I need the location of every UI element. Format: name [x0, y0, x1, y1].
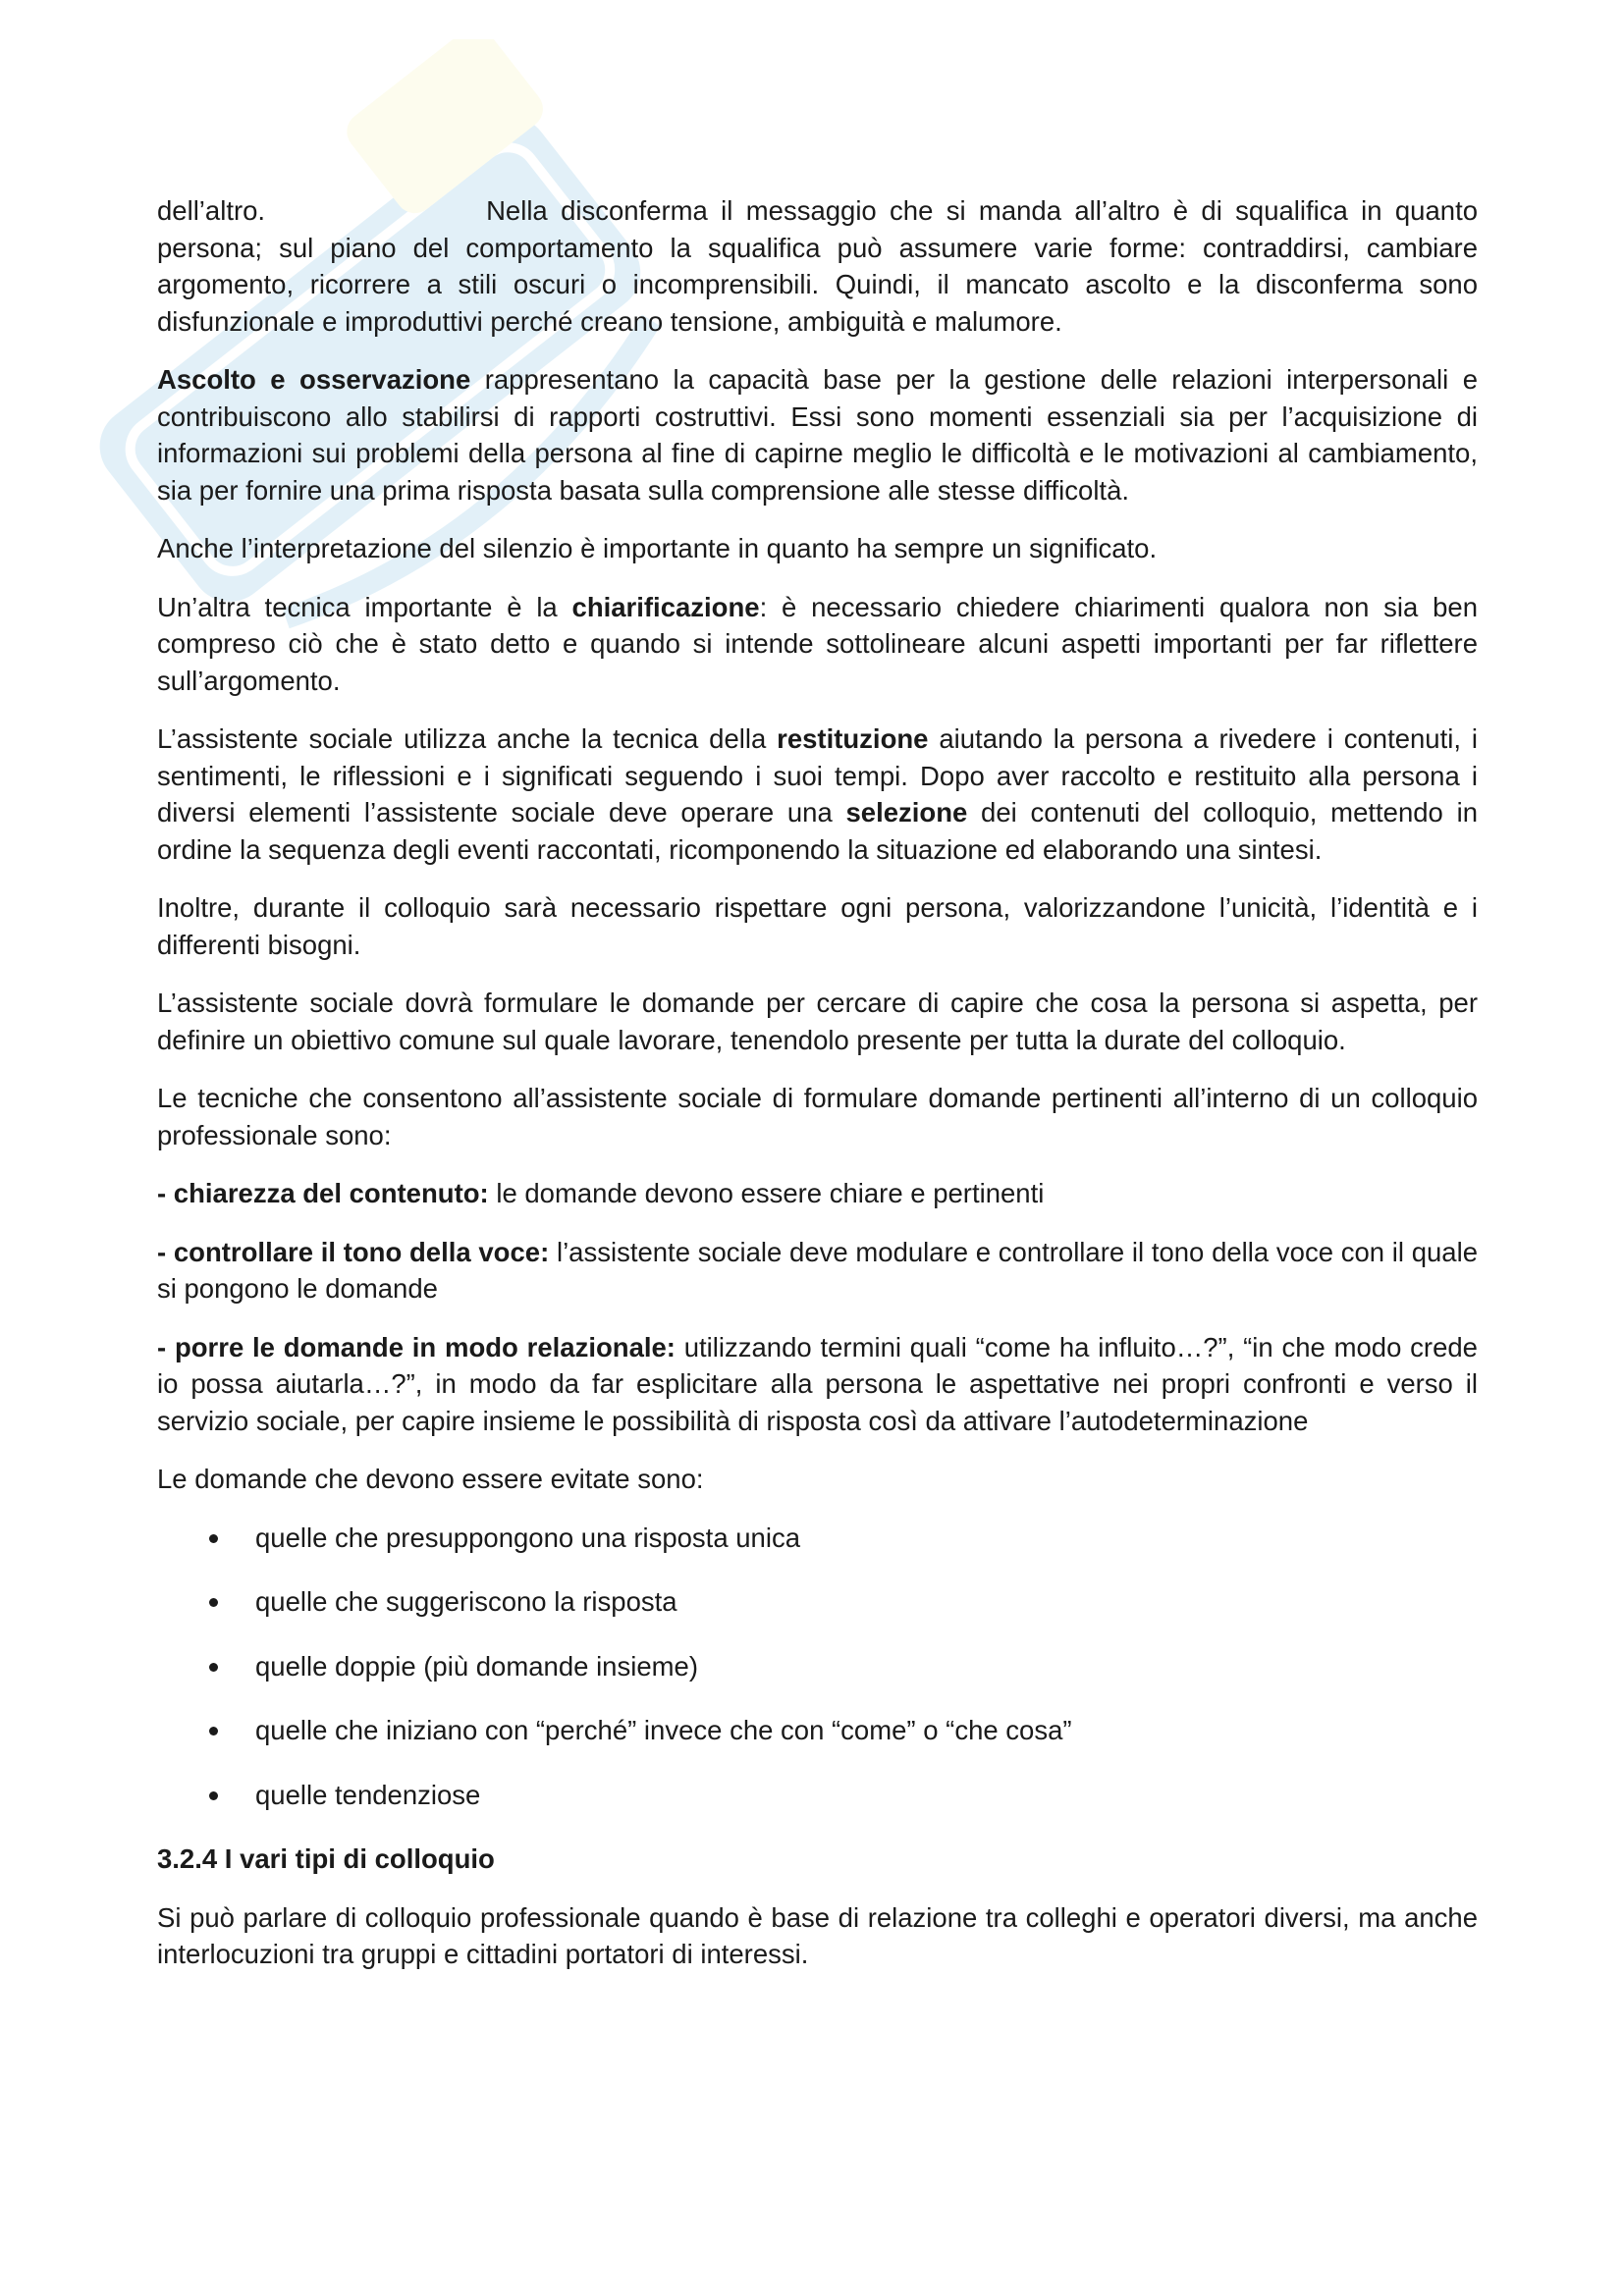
paragraph-disconferma: dell’altro. Nella disconferma il messaggio che si manda all’altro è di squalifica in quanto persona; sul piano del comportamento la squalifica può assumere varie forme: contraddirsi, cambiare argomento, ricorrere a stili oscuri o incomprensibili. Quindi, il mancato ascolto e la disconferma sono disfunzionale e improduttivi perché creano tensione, ambiguità e malumore. — [157, 195, 1478, 337]
paragraph-restituzione: L’assistente sociale utilizza anche la tecnica della restituzione aiutando la persona a rivedere i contenuti, i sentimenti, le riflessioni e i significati seguendo i suoi tempi. Dopo aver raccolto e restituito alla persona i diversi elementi l’assistente sociale deve operare una selezione dei contenuti del colloquio, mettendo in ordine la sequenza degli eventi raccontati, ricomponendo la situazione ed elaborando una sintesi. — [157, 723, 1478, 865]
paragraph-section-text: Si può parlare di colloquio professionale quando è base di relazione tra colleghi e operatori diversi, ma anche interlocuzioni tra gruppi e cittadini portatori di interessi. — [157, 1901, 1478, 1969]
bullet-icon — [209, 1663, 218, 1672]
paragraph-chiarezza: - chiarezza del contenuto: le domande devono essere chiare e pertinenti — [157, 1178, 1045, 1208]
paragraph-chiarificazione: Un’altra tecnica importante è la chiarificazione: è necessario chiedere chiarimenti qualora non sia ben compreso ciò che è stato detto e quando si intende sottolineare alcuni aspetti importanti per far riflettere sull’argomento. — [157, 591, 1479, 696]
section-heading: 3.2.4 I vari tipi di colloquio — [157, 1843, 495, 1874]
list-item: quelle che suggeriscono la risposta — [157, 1583, 1478, 1621]
list-item: quelle che iniziano con “perché” invece che con “come” o “che cosa” — [157, 1712, 1478, 1749]
paragraph-domande: L’assistente sociale dovrà formulare le domande per cercare di capire che cosa la persona si aspetta, per definire un obiettivo comune sul quale lavorare, tenendolo presente per tutta la durate del colloquio. — [157, 988, 1478, 1055]
document-page — [157, 192, 1478, 1995]
bullet-list — [157, 1520, 1478, 1814]
paragraph-tecniche: Le tecniche che consentono all’assistente sociale di formulare domande pertinenti all’interno di un colloquio professionale sono: — [157, 1083, 1478, 1150]
list-item: quelle che presuppongono una risposta unica — [157, 1520, 1478, 1557]
paragraph-relazionale: - porre le domande in modo relazionale: utilizzando termini quali “come ha influito…?”, “in che modo crede io possa aiutarla…?”, in modo da far esplicitare alla persona le aspettative nei propri confronti e verso il servizio sociale, per capire insieme le possibilità di risposta così da attivare l’autodeterminazione — [157, 1331, 1478, 1436]
list-item: quelle doppie (più domande insieme) — [157, 1648, 1478, 1685]
paragraph-tono: - controllare il tono della voce: l’assistente sociale deve modulare e controllare il tono della voce con il quale si pongono le domande — [157, 1236, 1478, 1304]
bullet-icon — [209, 1534, 218, 1543]
bullet-icon — [209, 1727, 218, 1735]
paragraph-evitate: Le domande che devono essere evitate sono: — [157, 1464, 704, 1494]
bullet-icon — [209, 1598, 218, 1607]
paragraph-silenzio: Anche l’interpretazione del silenzio è importante in quanto ha sempre un significato. — [157, 533, 1158, 563]
paragraph-rispetto: Inoltre, durante il colloquio sarà necessario rispettare ogni persona, valorizzandone l’unicità, l’identità e i differenti bisogni. — [157, 892, 1478, 960]
paragraph-ascolto: Ascolto e osservazione rappresentano la capacità base per la gestione delle relazioni interpersonali e contribuiscono allo stabilirsi di rapporti costruttivi. Essi sono momenti essenziali sia per l’acquisizione di informazioni sui problemi della persona al fine di capirne meglio le difficoltà e le motivazioni al cambiamento, sia per fornire una prima risposta basata sulla comprensione alle stesse difficoltà. — [157, 364, 1478, 506]
list-item: quelle tendenziose — [157, 1777, 1478, 1814]
bullet-icon — [209, 1791, 218, 1800]
